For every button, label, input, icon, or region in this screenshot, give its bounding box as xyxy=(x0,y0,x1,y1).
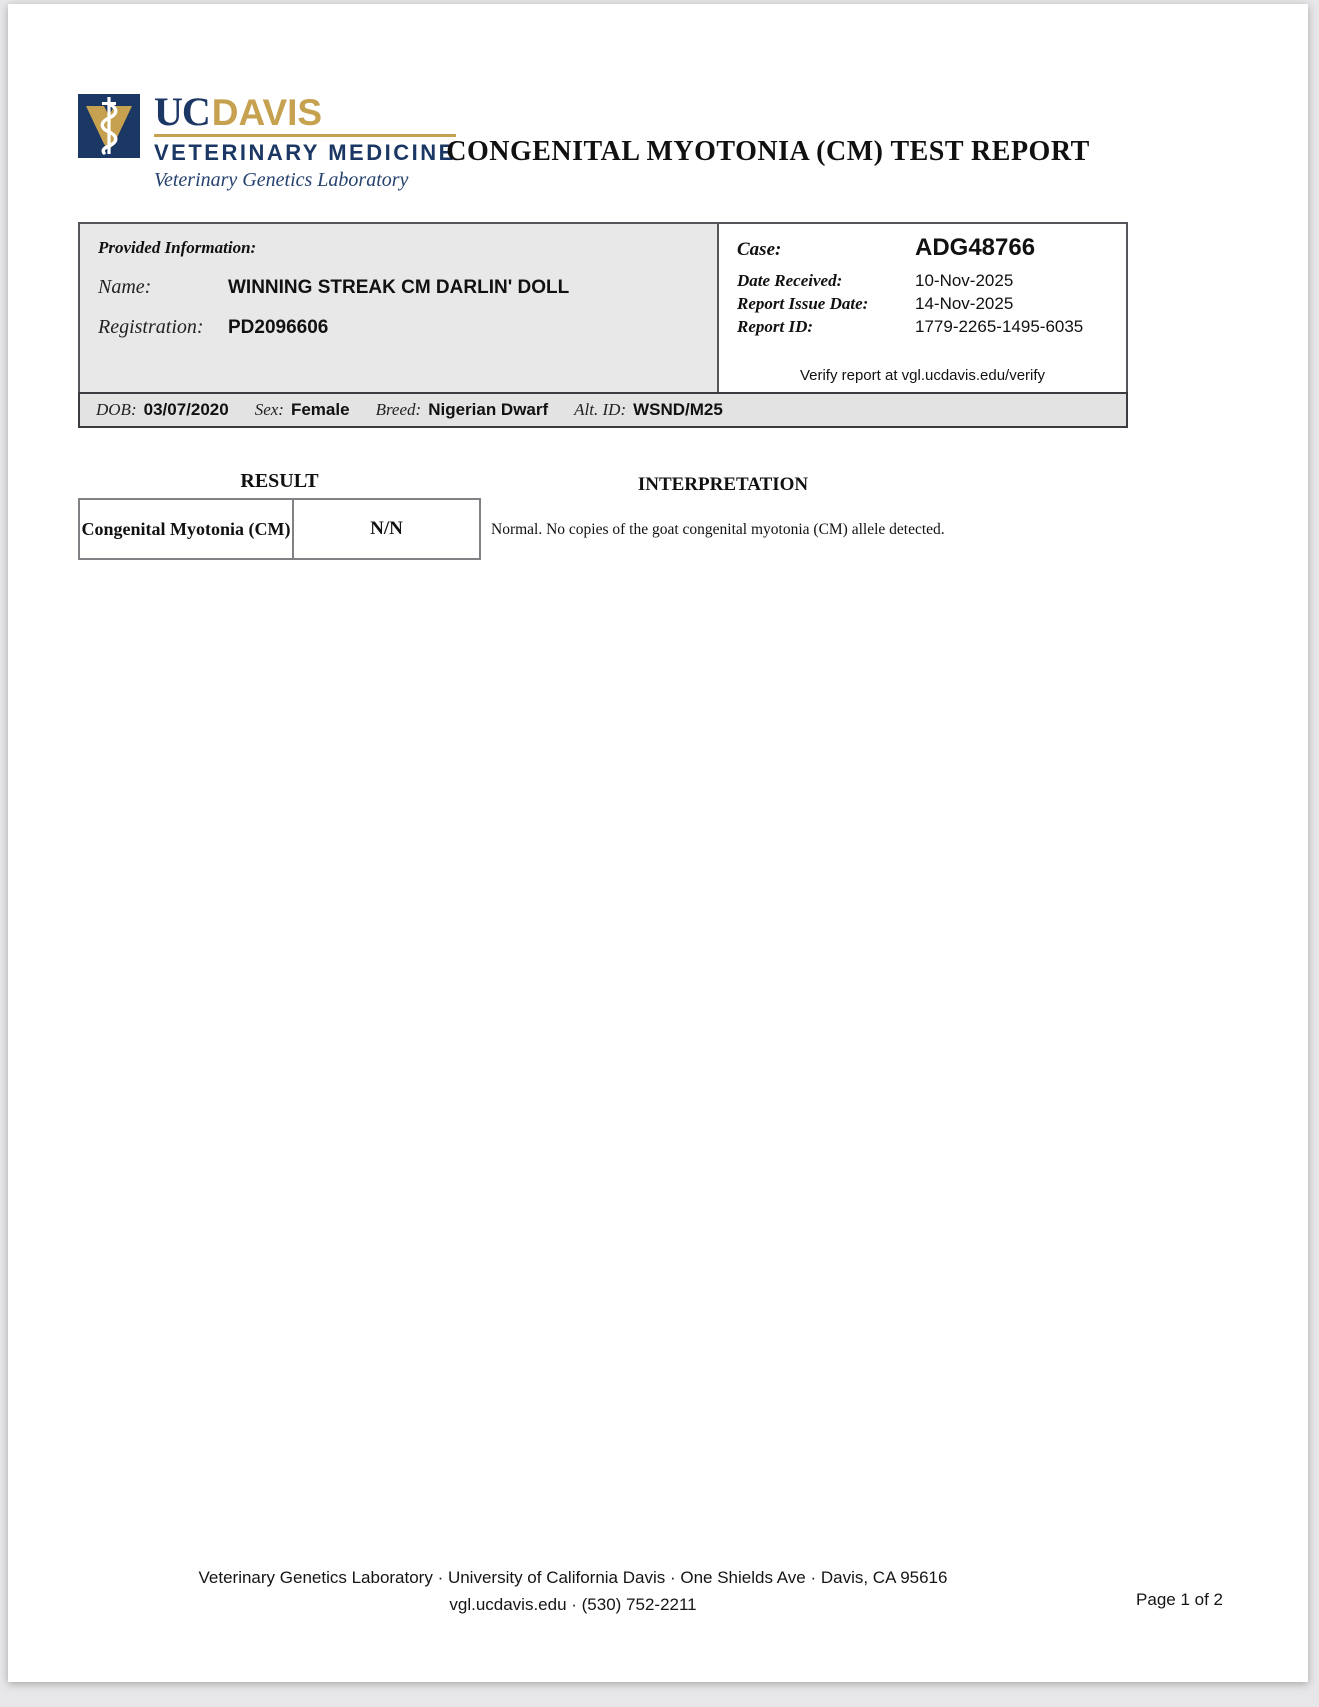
alt-id-value: WSND/M25 xyxy=(633,400,723,419)
test-result-cell: N/N xyxy=(370,518,403,539)
footer-contact: vgl.ucdavis.edu · (530) 752-2211 xyxy=(449,1595,697,1614)
case-panel xyxy=(717,224,1126,392)
footer xyxy=(98,1564,1048,1618)
date-received-row xyxy=(737,271,1013,291)
result-table xyxy=(78,498,481,560)
report-id-label: Report ID: xyxy=(737,317,814,336)
report-issue-date-label: Report Issue Date: xyxy=(737,294,869,313)
case-label: Case: xyxy=(737,239,782,260)
logo-uc: UC xyxy=(154,89,210,134)
result-heading: RESULT xyxy=(240,470,319,492)
registration-value: PD2096606 xyxy=(228,317,329,338)
alt-id-label: Alt. ID: xyxy=(574,400,627,419)
interpretation-text: Normal. No copies of the goat congenital myotonia (CM) allele detected. xyxy=(491,521,945,538)
vgl-caduceus-icon xyxy=(78,92,140,160)
provided-information-heading: Provided Information: xyxy=(98,238,257,257)
breed-label: Breed: xyxy=(375,400,422,419)
info-box xyxy=(78,222,1128,394)
dob-item xyxy=(96,400,229,420)
provided-information-panel xyxy=(80,224,717,392)
case-row xyxy=(737,234,1035,262)
dob-label: DOB: xyxy=(96,400,137,419)
verify-report-text: Verify report at vgl.ucdavis.edu/verify xyxy=(799,367,1046,384)
name-label: Name: xyxy=(98,276,152,298)
report-page xyxy=(8,4,1308,1682)
breed-item xyxy=(376,400,549,420)
logo-unit: VETERINARY MEDICINE xyxy=(154,140,456,165)
name-value: WINNING STREAK CM DARLIN' DOLL xyxy=(228,277,570,298)
report-issue-date-row xyxy=(737,294,1013,314)
test-name-cell: Congenital Myotonia (CM) xyxy=(80,500,294,558)
date-received-value: 10-Nov-2025 xyxy=(915,271,1014,290)
interpretation-heading: INTERPRETATION xyxy=(637,474,809,495)
alt-id-item xyxy=(574,400,723,420)
page-number: Page 1 of 2 xyxy=(1136,1590,1223,1609)
animal-details-bar xyxy=(78,392,1128,428)
name-row xyxy=(98,276,569,299)
report-id-value: 1779-2265-1495-6035 xyxy=(915,317,1084,336)
ucdavis-wordmark xyxy=(154,89,456,137)
dob-value: 03/07/2020 xyxy=(143,400,229,419)
footer-address: Veterinary Genetics Laboratory · University of California Davis · One Shields Ave · Davis, CA 95616 xyxy=(198,1568,948,1587)
date-received-label: Date Received: xyxy=(737,271,843,290)
sex-label: Sex: xyxy=(254,400,284,419)
ucdavis-logo xyxy=(78,89,456,192)
sex-item xyxy=(255,400,350,420)
report-id-row xyxy=(737,317,1083,337)
breed-value: Nigerian Dwarf xyxy=(428,400,549,419)
report-title: CONGENITAL MYOTONIA (CM) TEST REPORT xyxy=(446,136,1090,167)
case-number: ADG48766 xyxy=(915,234,1036,261)
report-issue-date-value: 14-Nov-2025 xyxy=(915,294,1014,313)
registration-label: Registration: xyxy=(98,316,204,338)
sex-value: Female xyxy=(290,400,350,419)
registration-row xyxy=(98,316,328,339)
logo-davis: DAVIS xyxy=(211,92,323,133)
logo-lab-name: Veterinary Genetics Laboratory xyxy=(154,169,409,192)
